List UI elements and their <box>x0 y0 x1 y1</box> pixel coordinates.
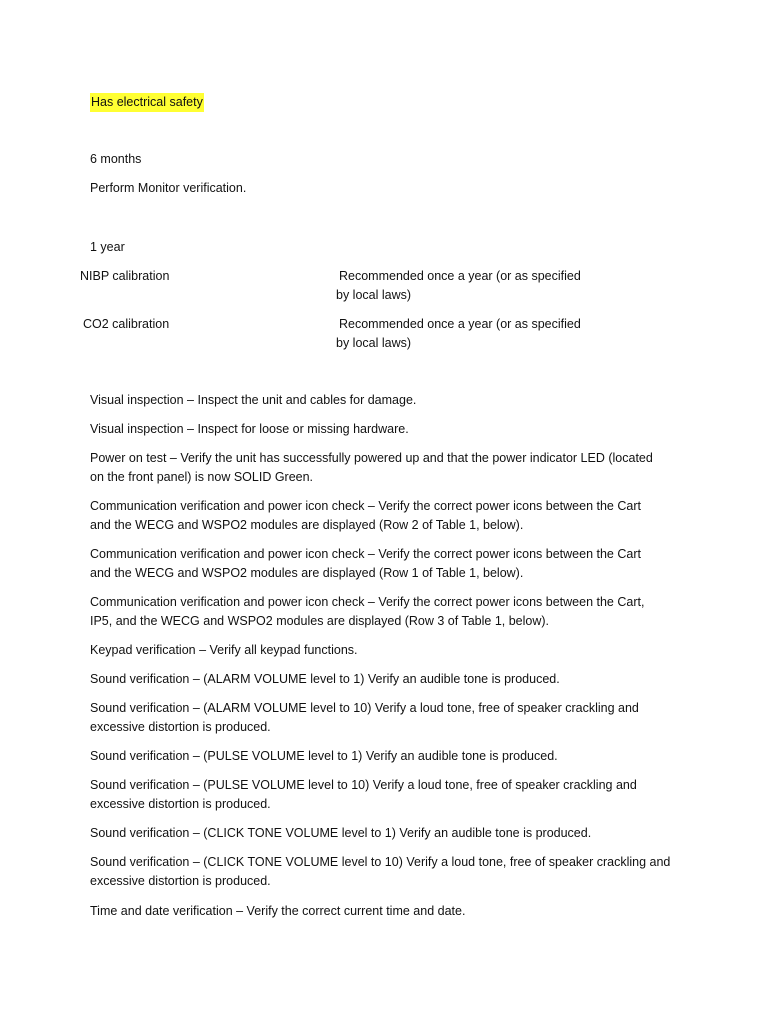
six-months-label: 6 months <box>90 152 142 166</box>
check-pulse-vol-1: Sound verification – (PULSE VOLUME level to 1) Verify an audible tone is produced. <box>90 749 558 763</box>
check-keypad: Keypad verification – Verify all keypad functions. <box>90 643 358 657</box>
check-alarm-vol-10-line2: excessive distortion is produced. <box>90 720 271 734</box>
heading-electrical-safety: Has electrical safety <box>90 93 204 112</box>
check-comm-row2-line1: Communication verification and power icon check – Verify the correct power icons between the Cart <box>90 499 641 513</box>
nibp-interval-line2: by local laws) <box>336 288 412 302</box>
check-comm-row2-line2: and the WECG and WSPO2 modules are displayed (Row 2 of Table 1, below). <box>90 518 524 532</box>
nibp-item: NIBP calibration <box>80 269 170 283</box>
check-pulse-vol-10-line1: Sound verification – (PULSE VOLUME level to 10) Verify a loud tone, free of speaker crackling and <box>90 778 637 792</box>
check-comm-row3-line2: IP5, and the WECG and WSPO2 modules are displayed (Row 3 of Table 1, below). <box>90 614 550 628</box>
check-visual-hardware: Visual inspection – Inspect for loose or missing hardware. <box>90 422 409 436</box>
check-click-vol-1: Sound verification – (CLICK TONE VOLUME level to 1) Verify an audible tone is produced. <box>90 826 592 840</box>
check-alarm-vol-1: Sound verification – (ALARM VOLUME level to 1) Verify an audible tone is produced. <box>90 672 560 686</box>
check-pulse-vol-10-line2: excessive distortion is produced. <box>90 797 271 811</box>
check-time-date: Time and date verification – Verify the correct current time and date. <box>90 904 466 918</box>
check-power-on-line1: Power on test – Verify the unit has successfully powered up and that the power indicator LED (located <box>90 451 653 465</box>
co2-item: CO2 calibration <box>83 317 170 331</box>
six-months-task: Perform Monitor verification. <box>90 181 247 195</box>
check-comm-row3-line1: Communication verification and power icon check – Verify the correct power icons between the Cart, <box>90 595 645 609</box>
check-comm-row1-line2: and the WECG and WSPO2 modules are displayed (Row 1 of Table 1, below). <box>90 566 524 580</box>
nibp-interval-line1: Recommended once a year (or as specified <box>339 269 581 283</box>
check-click-vol-10-line1: Sound verification – (CLICK TONE VOLUME level to 10) Verify a loud tone, free of speaker crackling and <box>90 855 671 869</box>
check-visual-damage: Visual inspection – Inspect the unit and cables for damage. <box>90 393 417 407</box>
check-alarm-vol-10-line1: Sound verification – (ALARM VOLUME level to 10) Verify a loud tone, free of speaker crackling and <box>90 701 639 715</box>
one-year-label: 1 year <box>90 240 125 254</box>
co2-interval-line2: by local laws) <box>336 336 412 350</box>
check-comm-row1-line1: Communication verification and power icon check – Verify the correct power icons between the Cart <box>90 547 641 561</box>
co2-interval-line1: Recommended once a year (or as specified <box>339 317 581 331</box>
check-click-vol-10-line2: excessive distortion is produced. <box>90 874 271 888</box>
check-power-on-line2: on the front panel) is now SOLID Green. <box>90 470 314 484</box>
